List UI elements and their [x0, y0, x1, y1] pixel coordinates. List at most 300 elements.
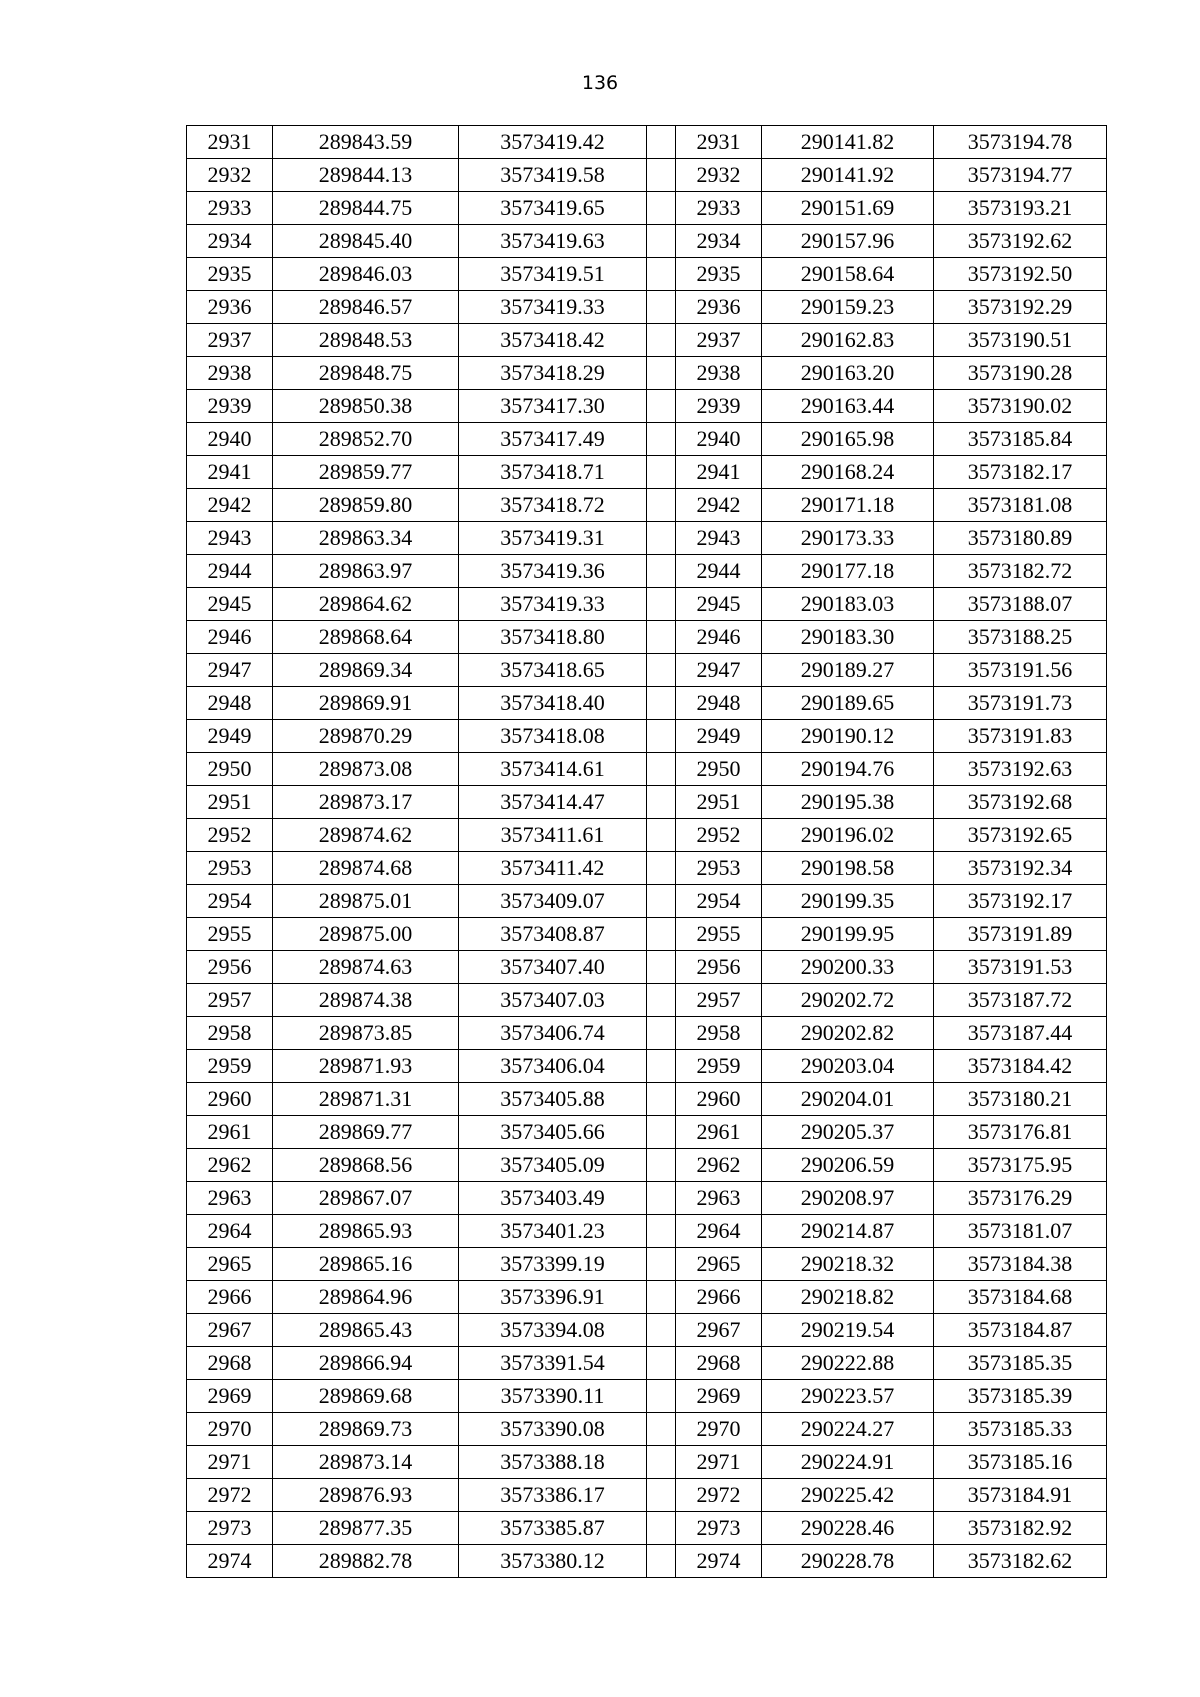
point-id-right: 2945	[676, 588, 762, 621]
y-coordinate-right: 3573190.02	[934, 390, 1107, 423]
x-coordinate-left: 289875.01	[273, 885, 459, 918]
x-coordinate-right: 290189.27	[762, 654, 934, 687]
table-row	[187, 1050, 1107, 1083]
point-id-left: 2948	[187, 687, 273, 720]
x-coordinate-right: 290190.12	[762, 720, 934, 753]
x-coordinate-left: 289850.38	[273, 390, 459, 423]
spacer-cell	[647, 1215, 676, 1248]
x-coordinate-left: 289874.68	[273, 852, 459, 885]
y-coordinate-left: 3573405.88	[459, 1083, 647, 1116]
y-coordinate-right: 3573190.28	[934, 357, 1107, 390]
x-coordinate-right: 290171.18	[762, 489, 934, 522]
spacer-cell	[647, 1248, 676, 1281]
y-coordinate-left: 3573411.61	[459, 819, 647, 852]
table-row	[187, 1215, 1107, 1248]
x-coordinate-left: 289859.80	[273, 489, 459, 522]
y-coordinate-left: 3573418.08	[459, 720, 647, 753]
table-row	[187, 192, 1107, 225]
point-id-right: 2942	[676, 489, 762, 522]
point-id-right: 2957	[676, 984, 762, 1017]
x-coordinate-left: 289871.31	[273, 1083, 459, 1116]
y-coordinate-left: 3573418.72	[459, 489, 647, 522]
point-id-left: 2942	[187, 489, 273, 522]
y-coordinate-left: 3573418.80	[459, 621, 647, 654]
y-coordinate-right: 3573191.56	[934, 654, 1107, 687]
table-row	[187, 1512, 1107, 1545]
y-coordinate-left: 3573406.04	[459, 1050, 647, 1083]
table-row	[187, 951, 1107, 984]
y-coordinate-right: 3573181.08	[934, 489, 1107, 522]
table-row	[187, 1116, 1107, 1149]
x-coordinate-right: 290225.42	[762, 1479, 934, 1512]
x-coordinate-left: 289869.73	[273, 1413, 459, 1446]
table-row	[187, 984, 1107, 1017]
point-id-left: 2957	[187, 984, 273, 1017]
y-coordinate-right: 3573184.68	[934, 1281, 1107, 1314]
spacer-cell	[647, 1413, 676, 1446]
y-coordinate-left: 3573403.49	[459, 1182, 647, 1215]
point-id-right: 2973	[676, 1512, 762, 1545]
y-coordinate-right: 3573192.29	[934, 291, 1107, 324]
point-id-right: 2964	[676, 1215, 762, 1248]
x-coordinate-left: 289844.75	[273, 192, 459, 225]
table-row	[187, 1479, 1107, 1512]
y-coordinate-right: 3573188.07	[934, 588, 1107, 621]
x-coordinate-right: 290202.82	[762, 1017, 934, 1050]
spacer-cell	[647, 852, 676, 885]
x-coordinate-left: 289871.93	[273, 1050, 459, 1083]
point-id-left: 2936	[187, 291, 273, 324]
spacer-cell	[647, 753, 676, 786]
y-coordinate-left: 3573407.03	[459, 984, 647, 1017]
point-id-right: 2960	[676, 1083, 762, 1116]
point-id-left: 2961	[187, 1116, 273, 1149]
point-id-left: 2970	[187, 1413, 273, 1446]
point-id-left: 2949	[187, 720, 273, 753]
x-coordinate-right: 290177.18	[762, 555, 934, 588]
point-id-right: 2972	[676, 1479, 762, 1512]
y-coordinate-left: 3573411.42	[459, 852, 647, 885]
x-coordinate-right: 290228.46	[762, 1512, 934, 1545]
y-coordinate-right: 3573191.73	[934, 687, 1107, 720]
y-coordinate-left: 3573418.40	[459, 687, 647, 720]
x-coordinate-left: 289863.97	[273, 555, 459, 588]
table-row	[187, 687, 1107, 720]
y-coordinate-right: 3573192.62	[934, 225, 1107, 258]
point-id-left: 2931	[187, 126, 273, 159]
x-coordinate-left: 289875.00	[273, 918, 459, 951]
y-coordinate-left: 3573399.19	[459, 1248, 647, 1281]
spacer-cell	[647, 390, 676, 423]
point-id-left: 2958	[187, 1017, 273, 1050]
spacer-cell	[647, 621, 676, 654]
y-coordinate-right: 3573188.25	[934, 621, 1107, 654]
x-coordinate-left: 289873.17	[273, 786, 459, 819]
spacer-cell	[647, 918, 676, 951]
point-id-right: 2938	[676, 357, 762, 390]
y-coordinate-right: 3573192.17	[934, 885, 1107, 918]
table-row	[187, 324, 1107, 357]
y-coordinate-right: 3573194.77	[934, 159, 1107, 192]
spacer-cell	[647, 1083, 676, 1116]
table-row	[187, 159, 1107, 192]
spacer-cell	[647, 225, 676, 258]
x-coordinate-right: 290199.35	[762, 885, 934, 918]
table-row	[187, 390, 1107, 423]
y-coordinate-left: 3573419.58	[459, 159, 647, 192]
y-coordinate-left: 3573408.87	[459, 918, 647, 951]
spacer-cell	[647, 885, 676, 918]
x-coordinate-right: 290194.76	[762, 753, 934, 786]
y-coordinate-right: 3573176.81	[934, 1116, 1107, 1149]
point-id-left: 2968	[187, 1347, 273, 1380]
y-coordinate-right: 3573185.84	[934, 423, 1107, 456]
y-coordinate-left: 3573386.17	[459, 1479, 647, 1512]
x-coordinate-right: 290163.20	[762, 357, 934, 390]
y-coordinate-left: 3573419.63	[459, 225, 647, 258]
y-coordinate-right: 3573191.83	[934, 720, 1107, 753]
y-coordinate-left: 3573417.49	[459, 423, 647, 456]
point-id-right: 2934	[676, 225, 762, 258]
x-coordinate-right: 290157.96	[762, 225, 934, 258]
x-coordinate-right: 290198.58	[762, 852, 934, 885]
spacer-cell	[647, 1347, 676, 1380]
point-id-right: 2967	[676, 1314, 762, 1347]
x-coordinate-right: 290162.83	[762, 324, 934, 357]
y-coordinate-right: 3573191.89	[934, 918, 1107, 951]
x-coordinate-right: 290203.04	[762, 1050, 934, 1083]
point-id-right: 2962	[676, 1149, 762, 1182]
y-coordinate-right: 3573184.42	[934, 1050, 1107, 1083]
spacer-cell	[647, 423, 676, 456]
x-coordinate-left: 289867.07	[273, 1182, 459, 1215]
y-coordinate-right: 3573187.44	[934, 1017, 1107, 1050]
y-coordinate-right: 3573192.50	[934, 258, 1107, 291]
y-coordinate-left: 3573388.18	[459, 1446, 647, 1479]
point-id-left: 2974	[187, 1545, 273, 1578]
spacer-cell	[647, 1446, 676, 1479]
table-row	[187, 819, 1107, 852]
spacer-cell	[647, 1380, 676, 1413]
table-row	[187, 1149, 1107, 1182]
table-row	[187, 654, 1107, 687]
point-id-right: 2939	[676, 390, 762, 423]
table-row	[187, 258, 1107, 291]
spacer-cell	[647, 1281, 676, 1314]
point-id-left: 2940	[187, 423, 273, 456]
point-id-left: 2962	[187, 1149, 273, 1182]
y-coordinate-left: 3573419.51	[459, 258, 647, 291]
point-id-left: 2955	[187, 918, 273, 951]
y-coordinate-right: 3573191.53	[934, 951, 1107, 984]
point-id-left: 2947	[187, 654, 273, 687]
x-coordinate-left: 289874.62	[273, 819, 459, 852]
table-row	[187, 357, 1107, 390]
x-coordinate-right: 290173.33	[762, 522, 934, 555]
table-row	[187, 753, 1107, 786]
y-coordinate-right: 3573190.51	[934, 324, 1107, 357]
spacer-cell	[647, 324, 676, 357]
y-coordinate-left: 3573418.65	[459, 654, 647, 687]
point-id-left: 2960	[187, 1083, 273, 1116]
spacer-cell	[647, 126, 676, 159]
table-row	[187, 489, 1107, 522]
table-row	[187, 1347, 1107, 1380]
point-id-right: 2935	[676, 258, 762, 291]
x-coordinate-left: 289874.63	[273, 951, 459, 984]
point-id-right: 2955	[676, 918, 762, 951]
y-coordinate-right: 3573192.63	[934, 753, 1107, 786]
x-coordinate-left: 289873.14	[273, 1446, 459, 1479]
point-id-right: 2937	[676, 324, 762, 357]
table-row	[187, 1083, 1107, 1116]
point-id-left: 2932	[187, 159, 273, 192]
y-coordinate-right: 3573184.87	[934, 1314, 1107, 1347]
x-coordinate-right: 290159.23	[762, 291, 934, 324]
point-id-left: 2959	[187, 1050, 273, 1083]
table-row	[187, 1017, 1107, 1050]
spacer-cell	[647, 786, 676, 819]
x-coordinate-right: 290200.33	[762, 951, 934, 984]
spacer-cell	[647, 1479, 676, 1512]
x-coordinate-left: 289852.70	[273, 423, 459, 456]
point-id-left: 2951	[187, 786, 273, 819]
spacer-cell	[647, 456, 676, 489]
table-row	[187, 1248, 1107, 1281]
x-coordinate-left: 289843.59	[273, 126, 459, 159]
x-coordinate-left: 289845.40	[273, 225, 459, 258]
spacer-cell	[647, 588, 676, 621]
table-row	[187, 885, 1107, 918]
point-id-right: 2974	[676, 1545, 762, 1578]
x-coordinate-left: 289848.75	[273, 357, 459, 390]
point-id-right: 2953	[676, 852, 762, 885]
y-coordinate-left: 3573419.42	[459, 126, 647, 159]
table-row	[187, 720, 1107, 753]
table-row	[187, 522, 1107, 555]
x-coordinate-left: 289870.29	[273, 720, 459, 753]
x-coordinate-left: 289868.64	[273, 621, 459, 654]
table-row	[187, 1314, 1107, 1347]
y-coordinate-right: 3573182.72	[934, 555, 1107, 588]
point-id-left: 2944	[187, 555, 273, 588]
y-coordinate-right: 3573192.34	[934, 852, 1107, 885]
y-coordinate-left: 3573380.12	[459, 1545, 647, 1578]
coordinates-table	[186, 125, 1107, 1578]
spacer-cell	[647, 357, 676, 390]
point-id-left: 2966	[187, 1281, 273, 1314]
spacer-cell	[647, 1116, 676, 1149]
table-row	[187, 555, 1107, 588]
x-coordinate-left: 289859.77	[273, 456, 459, 489]
table-row	[187, 1182, 1107, 1215]
y-coordinate-right: 3573194.78	[934, 126, 1107, 159]
x-coordinate-left: 289869.91	[273, 687, 459, 720]
y-coordinate-left: 3573385.87	[459, 1512, 647, 1545]
point-id-right: 2940	[676, 423, 762, 456]
point-id-left: 2950	[187, 753, 273, 786]
point-id-left: 2973	[187, 1512, 273, 1545]
y-coordinate-right: 3573180.21	[934, 1083, 1107, 1116]
y-coordinate-left: 3573419.33	[459, 588, 647, 621]
y-coordinate-right: 3573185.33	[934, 1413, 1107, 1446]
x-coordinate-left: 289866.94	[273, 1347, 459, 1380]
x-coordinate-right: 290224.27	[762, 1413, 934, 1446]
table-row	[187, 918, 1107, 951]
y-coordinate-right: 3573187.72	[934, 984, 1107, 1017]
point-id-left: 2939	[187, 390, 273, 423]
x-coordinate-right: 290224.91	[762, 1446, 934, 1479]
point-id-right: 2952	[676, 819, 762, 852]
y-coordinate-right: 3573182.17	[934, 456, 1107, 489]
y-coordinate-right: 3573182.62	[934, 1545, 1107, 1578]
point-id-left: 2938	[187, 357, 273, 390]
x-coordinate-right: 290196.02	[762, 819, 934, 852]
spacer-cell	[647, 159, 676, 192]
spacer-cell	[647, 819, 676, 852]
x-coordinate-right: 290208.97	[762, 1182, 934, 1215]
y-coordinate-left: 3573406.74	[459, 1017, 647, 1050]
point-id-left: 2954	[187, 885, 273, 918]
point-id-right: 2944	[676, 555, 762, 588]
x-coordinate-left: 289876.93	[273, 1479, 459, 1512]
y-coordinate-left: 3573409.07	[459, 885, 647, 918]
point-id-right: 2947	[676, 654, 762, 687]
table-row	[187, 1413, 1107, 1446]
x-coordinate-right: 290206.59	[762, 1149, 934, 1182]
point-id-right: 2933	[676, 192, 762, 225]
point-id-left: 2934	[187, 225, 273, 258]
point-id-left: 2933	[187, 192, 273, 225]
y-coordinate-left: 3573417.30	[459, 390, 647, 423]
x-coordinate-left: 289869.68	[273, 1380, 459, 1413]
spacer-cell	[647, 984, 676, 1017]
y-coordinate-right: 3573192.68	[934, 786, 1107, 819]
spacer-cell	[647, 1050, 676, 1083]
x-coordinate-right: 290163.44	[762, 390, 934, 423]
point-id-left: 2971	[187, 1446, 273, 1479]
table-row	[187, 291, 1107, 324]
x-coordinate-left: 289864.96	[273, 1281, 459, 1314]
x-coordinate-left: 289873.08	[273, 753, 459, 786]
point-id-left: 2964	[187, 1215, 273, 1248]
y-coordinate-right: 3573193.21	[934, 192, 1107, 225]
y-coordinate-left: 3573396.91	[459, 1281, 647, 1314]
x-coordinate-left: 289877.35	[273, 1512, 459, 1545]
point-id-right: 2946	[676, 621, 762, 654]
point-id-left: 2945	[187, 588, 273, 621]
point-id-right: 2941	[676, 456, 762, 489]
y-coordinate-left: 3573391.54	[459, 1347, 647, 1380]
table-row	[187, 786, 1107, 819]
y-coordinate-right: 3573181.07	[934, 1215, 1107, 1248]
point-id-right: 2949	[676, 720, 762, 753]
point-id-left: 2956	[187, 951, 273, 984]
table-row	[187, 852, 1107, 885]
spacer-cell	[647, 1017, 676, 1050]
spacer-cell	[647, 522, 676, 555]
y-coordinate-left: 3573414.47	[459, 786, 647, 819]
y-coordinate-right: 3573184.91	[934, 1479, 1107, 1512]
point-id-left: 2963	[187, 1182, 273, 1215]
point-id-left: 2943	[187, 522, 273, 555]
y-coordinate-left: 3573419.36	[459, 555, 647, 588]
point-id-left: 2953	[187, 852, 273, 885]
y-coordinate-left: 3573414.61	[459, 753, 647, 786]
x-coordinate-right: 290222.88	[762, 1347, 934, 1380]
table-row	[187, 1380, 1107, 1413]
point-id-right: 2961	[676, 1116, 762, 1149]
x-coordinate-left: 289846.57	[273, 291, 459, 324]
table-row	[187, 423, 1107, 456]
point-id-left: 2937	[187, 324, 273, 357]
x-coordinate-left: 289864.62	[273, 588, 459, 621]
table-row	[187, 126, 1107, 159]
x-coordinate-left: 289869.77	[273, 1116, 459, 1149]
x-coordinate-right: 290151.69	[762, 192, 934, 225]
x-coordinate-right: 290205.37	[762, 1116, 934, 1149]
page-number: 136	[581, 72, 619, 94]
x-coordinate-right: 290183.30	[762, 621, 934, 654]
table-row	[187, 588, 1107, 621]
y-coordinate-left: 3573390.11	[459, 1380, 647, 1413]
point-id-right: 2936	[676, 291, 762, 324]
coordinates-table-body	[187, 126, 1107, 1578]
y-coordinate-left: 3573407.40	[459, 951, 647, 984]
x-coordinate-right: 290168.24	[762, 456, 934, 489]
x-coordinate-left: 289865.93	[273, 1215, 459, 1248]
x-coordinate-right: 290199.95	[762, 918, 934, 951]
spacer-cell	[647, 951, 676, 984]
spacer-cell	[647, 720, 676, 753]
point-id-right: 2932	[676, 159, 762, 192]
y-coordinate-left: 3573419.31	[459, 522, 647, 555]
x-coordinate-left: 289848.53	[273, 324, 459, 357]
spacer-cell	[647, 1182, 676, 1215]
table-row	[187, 1545, 1107, 1578]
point-id-right: 2958	[676, 1017, 762, 1050]
spacer-cell	[647, 687, 676, 720]
x-coordinate-right: 290195.38	[762, 786, 934, 819]
point-id-left: 2952	[187, 819, 273, 852]
x-coordinate-right: 290218.82	[762, 1281, 934, 1314]
spacer-cell	[647, 1512, 676, 1545]
y-coordinate-right: 3573180.89	[934, 522, 1107, 555]
point-id-left: 2969	[187, 1380, 273, 1413]
y-coordinate-right: 3573184.38	[934, 1248, 1107, 1281]
spacer-cell	[647, 258, 676, 291]
x-coordinate-right: 290218.32	[762, 1248, 934, 1281]
point-id-right: 2954	[676, 885, 762, 918]
point-id-right: 2951	[676, 786, 762, 819]
x-coordinate-right: 290189.65	[762, 687, 934, 720]
x-coordinate-left: 289869.34	[273, 654, 459, 687]
point-id-left: 2946	[187, 621, 273, 654]
point-id-right: 2968	[676, 1347, 762, 1380]
x-coordinate-left: 289873.85	[273, 1017, 459, 1050]
x-coordinate-right: 290141.82	[762, 126, 934, 159]
spacer-cell	[647, 1149, 676, 1182]
y-coordinate-right: 3573185.16	[934, 1446, 1107, 1479]
x-coordinate-right: 290183.03	[762, 588, 934, 621]
table-row	[187, 621, 1107, 654]
point-id-right: 2959	[676, 1050, 762, 1083]
point-id-right: 2948	[676, 687, 762, 720]
y-coordinate-left: 3573418.42	[459, 324, 647, 357]
x-coordinate-right: 290141.92	[762, 159, 934, 192]
spacer-cell	[647, 192, 676, 225]
point-id-right: 2971	[676, 1446, 762, 1479]
